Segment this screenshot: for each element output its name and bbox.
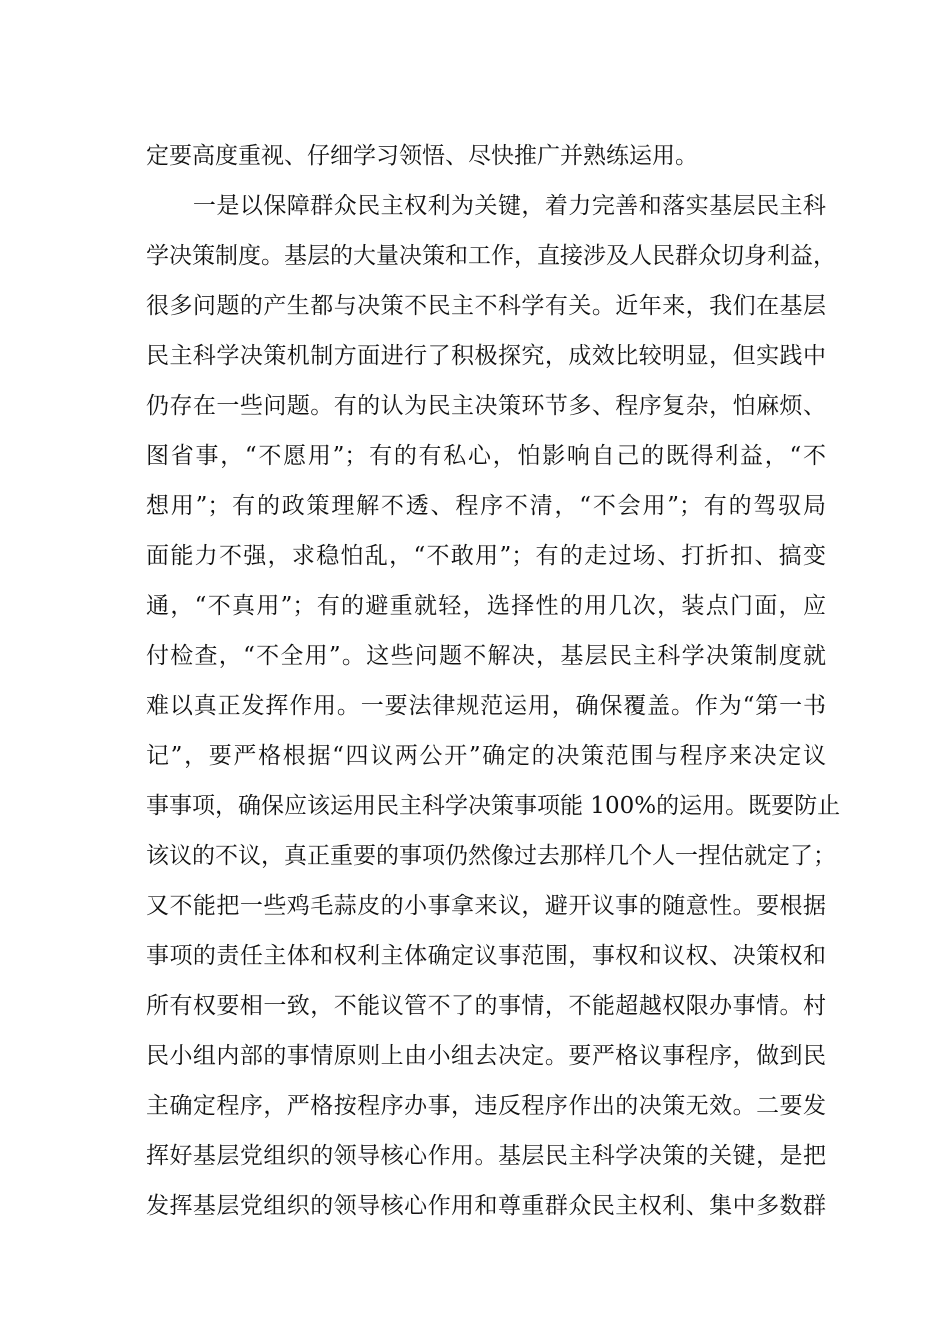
- text-line: 难以真正发挥作用。一要法律规范运用，确保覆盖。作为“第一书: [146, 693, 826, 719]
- text-line: 挥好基层党组织的领导核心作用。基层民主科学决策的关键，是把: [146, 1143, 826, 1169]
- text-line: 记”，要严格根据“四议两公开”确定的决策范围与程序来决定议: [146, 743, 826, 769]
- text-line: 定要高度重视、仔细学习领悟、尽快推广并熟练运用。: [146, 143, 698, 169]
- text-line: 学决策制度。基层的大量决策和工作，直接涉及人民群众切身利益，: [146, 243, 836, 269]
- text-line: 通，“不真用”；有的避重就轻，选择性的用几次，装点门面，应: [146, 593, 826, 619]
- text-line: 民主科学决策机制方面进行了积极探究，成效比较明显，但实践中: [146, 343, 826, 369]
- text-line: 主确定程序，严格按程序办事，违反程序作出的决策无效。二要发: [146, 1093, 826, 1119]
- text-line: 想用”；有的政策理解不透、程序不清，“不会用”；有的驾驭局: [146, 493, 826, 519]
- text-line: 付检查，“不全用”。这些问题不解决，基层民主科学决策制度就: [146, 643, 826, 669]
- text-line: 仍存在一些问题。有的认为民主决策环节多、程序复杂，怕麻烦、: [146, 393, 826, 419]
- text-line: 一是以保障群众民主权利为关键，着力完善和落实基层民主科: [146, 193, 826, 219]
- text-line: 该议的不议，真正重要的事项仍然像过去那样几个人一捏估就定了；: [146, 843, 836, 869]
- text-line: 事项的责任主体和权利主体确定议事范围，事权和议权、决策权和: [146, 943, 826, 969]
- text-line: 又不能把一些鸡毛蒜皮的小事拿来议，避开议事的随意性。要根据: [146, 893, 826, 919]
- text-line: 所有权要相一致，不能议管不了的事情，不能超越权限办事情。村: [146, 993, 826, 1019]
- text-line: 民小组内部的事情原则上由小组去决定。要严格议事程序，做到民: [146, 1043, 826, 1069]
- text-line: 事事项，确保应该运用民主科学决策事项能 100%的运用。既要防止: [146, 793, 841, 819]
- text-line: 发挥基层党组织的领导核心作用和尊重群众民主权利、集中多数群: [146, 1193, 826, 1219]
- body-text: [146, 131, 841, 1231]
- text-line: 图省事，“不愿用”；有的有私心，怕影响自己的既得利益，“不: [146, 443, 826, 469]
- text-line: 很多问题的产生都与决策不民主不科学有关。近年来，我们在基层: [146, 293, 826, 319]
- text-line: 面能力不强，求稳怕乱，“不敢用”；有的走过场、打折扣、搞变: [146, 543, 826, 569]
